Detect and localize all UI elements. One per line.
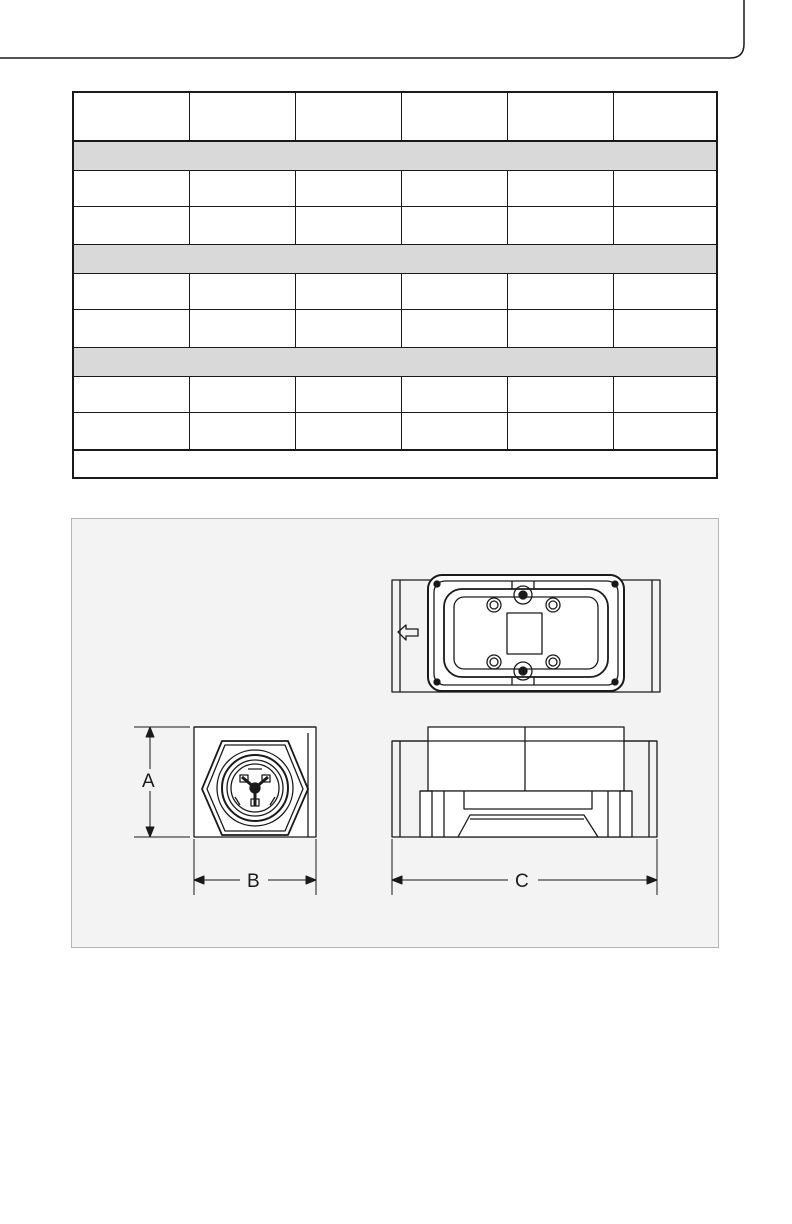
side-view-drawing bbox=[392, 727, 657, 837]
table-cell bbox=[402, 377, 508, 412]
dimension-b-label: B bbox=[247, 871, 260, 892]
header-cell bbox=[508, 93, 614, 140]
table-footnote-row bbox=[74, 451, 716, 477]
group-band bbox=[74, 142, 716, 171]
table-row bbox=[74, 171, 716, 207]
table-cell bbox=[402, 310, 508, 347]
table-cell bbox=[508, 413, 614, 449]
table-cell bbox=[190, 207, 296, 244]
table-cell bbox=[190, 377, 296, 412]
dimension-drawing-panel bbox=[71, 518, 719, 948]
table-cell bbox=[296, 207, 402, 244]
table-cell bbox=[508, 310, 614, 347]
header-cell bbox=[74, 93, 190, 140]
header-cell bbox=[614, 93, 718, 140]
table-cell bbox=[508, 377, 614, 412]
table-cell bbox=[508, 171, 614, 206]
table-row bbox=[74, 274, 716, 310]
table-cell bbox=[74, 171, 190, 206]
end-view-drawing bbox=[194, 727, 316, 837]
table-row bbox=[74, 413, 716, 451]
group-band bbox=[74, 245, 716, 274]
table-cell bbox=[614, 310, 718, 347]
table-cell bbox=[296, 413, 402, 449]
trim-mark bbox=[0, 0, 792, 60]
table-cell bbox=[508, 207, 614, 244]
table-cell bbox=[190, 413, 296, 449]
table-cell bbox=[402, 274, 508, 309]
table-cell bbox=[402, 413, 508, 449]
header-cell bbox=[190, 93, 296, 140]
table-header-row bbox=[74, 93, 716, 142]
table-cell bbox=[614, 377, 718, 412]
table-cell bbox=[74, 207, 190, 244]
dimension-c-label: C bbox=[515, 871, 529, 892]
table-cell bbox=[190, 274, 296, 309]
table-cell bbox=[402, 207, 508, 244]
table-row bbox=[74, 207, 716, 245]
table-cell bbox=[402, 171, 508, 206]
table-cell bbox=[190, 310, 296, 347]
table-cell bbox=[296, 377, 402, 412]
table-cell bbox=[74, 274, 190, 309]
table-cell bbox=[296, 310, 402, 347]
table-cell bbox=[296, 274, 402, 309]
table-row bbox=[74, 377, 716, 413]
table-cell bbox=[508, 274, 614, 309]
spec-table bbox=[72, 91, 718, 479]
top-view-drawing bbox=[392, 575, 660, 692]
dimension-drawing bbox=[72, 519, 720, 949]
table-cell bbox=[74, 310, 190, 347]
header-cell bbox=[296, 93, 402, 140]
table-cell bbox=[190, 171, 296, 206]
table-cell bbox=[74, 413, 190, 449]
dimension-a-label: A bbox=[142, 771, 155, 792]
group-band bbox=[74, 348, 716, 377]
table-cell bbox=[296, 171, 402, 206]
table-cell bbox=[614, 207, 718, 244]
table-cell bbox=[614, 171, 718, 206]
header-cell bbox=[402, 93, 508, 140]
table-cell bbox=[614, 413, 718, 449]
table-cell bbox=[74, 377, 190, 412]
table-row bbox=[74, 310, 716, 348]
table-cell bbox=[614, 274, 718, 309]
